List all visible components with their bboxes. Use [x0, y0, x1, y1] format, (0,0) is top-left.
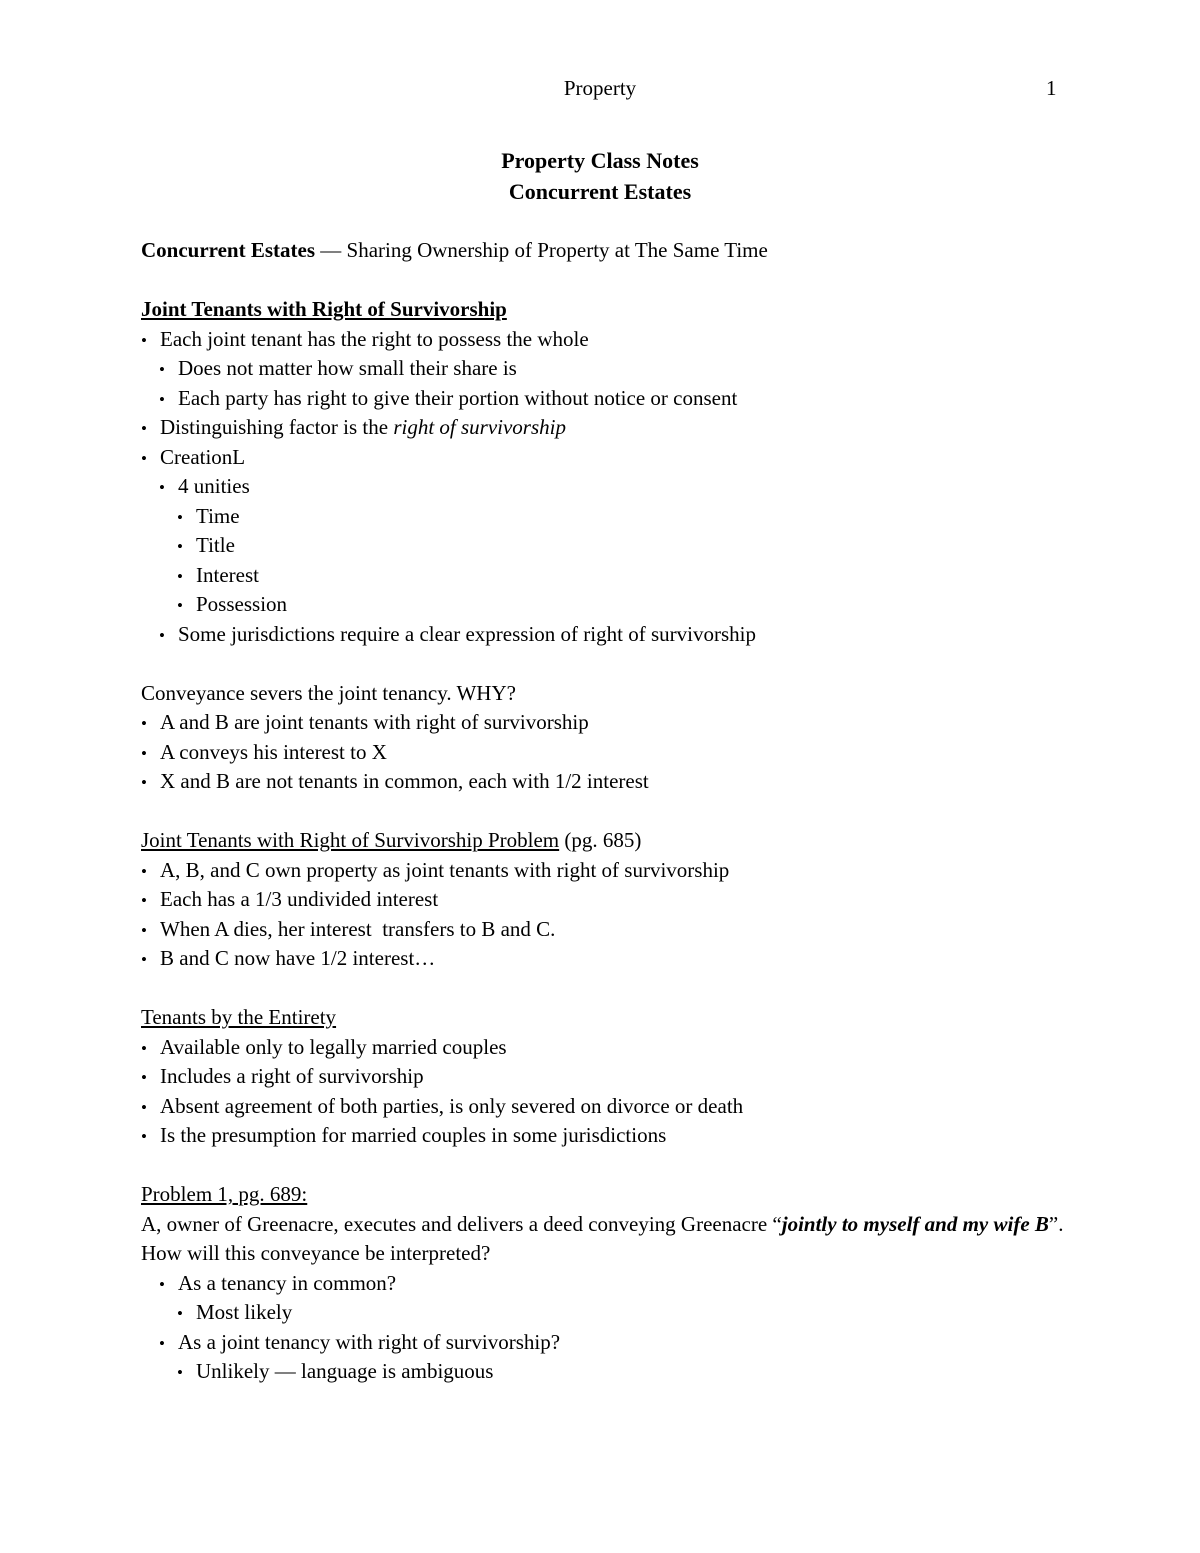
title-line-1: Property Class Notes	[501, 148, 699, 173]
list-item	[141, 561, 1071, 591]
bullet-glyph: •	[141, 1097, 147, 1117]
list-item-text: When A dies, her interest transfers to B and C.	[160, 916, 556, 941]
list-item	[141, 384, 1071, 414]
bullet-glyph: •	[177, 566, 183, 586]
list-item	[141, 708, 1071, 738]
list-item-text: Each party has right to give their portion without notice or consent	[178, 385, 738, 410]
list-item-text: Title	[196, 533, 235, 557]
list-item-text: Each has a 1/3 undivided interest	[160, 887, 439, 911]
section-heading-problem-685	[141, 826, 1071, 856]
bullet-glyph: •	[141, 773, 147, 792]
bullet-glyph: •	[141, 330, 147, 350]
list-item-text: 4 unities	[178, 474, 250, 498]
list-item-text: As a tenancy in common?	[178, 1270, 397, 1295]
list-item-text: A conveys his interest to X	[160, 739, 387, 764]
spacer	[141, 797, 1071, 827]
problem-text-prefix: A, owner of Greenacre, executes and delivers a deed conveying Greenacre “	[141, 1211, 782, 1236]
bullet-glyph: •	[177, 596, 183, 615]
list-item-text: A and B are joint tenants with right of survivorship	[160, 710, 589, 734]
spacer	[141, 974, 1071, 1004]
bullet-glyph: •	[159, 1274, 165, 1294]
list-item-text: Interest	[196, 562, 259, 587]
spacer	[141, 266, 1071, 296]
section-heading-problem-689: Problem 1, pg. 689:	[141, 1182, 308, 1206]
spacer	[141, 1151, 1071, 1181]
list-item-text: CreationL	[160, 444, 246, 469]
list-item	[141, 620, 1071, 650]
section-heading-joint-tenants: Joint Tenants with Right of Survivorship	[141, 297, 507, 321]
bullet-glyph: •	[177, 1304, 183, 1323]
list-item-text: Possession	[196, 592, 288, 616]
emphasis-text: right of survivorship	[393, 415, 566, 439]
problem-heading-text: Joint Tenants with Right of Survivorship Problem	[141, 828, 560, 852]
list-item	[141, 472, 1071, 502]
bullet-glyph: •	[159, 360, 165, 379]
bullet-glyph: •	[159, 389, 165, 409]
list-item-text: Most likely	[196, 1300, 293, 1324]
bullet-glyph: •	[141, 920, 147, 940]
bullet-glyph: •	[141, 950, 147, 969]
section-heading-entirety: Tenants by the Entirety	[141, 1005, 337, 1029]
problem-paragraph	[141, 1210, 1071, 1269]
list-item	[141, 856, 1071, 886]
list-item	[141, 767, 1071, 797]
list-item	[141, 738, 1071, 768]
list-item	[141, 590, 1071, 620]
list-item-text: A, B, and C own property as joint tenants with right of survivorship	[160, 857, 730, 882]
list-item	[141, 885, 1071, 915]
bullet-glyph: •	[177, 537, 183, 556]
list-item-text: Absent agreement of both parties, is only severed on divorce or death	[160, 1093, 744, 1118]
bullet-glyph: •	[141, 861, 147, 881]
list-item-text: Available only to legally married couples	[160, 1034, 507, 1059]
bullet-glyph: •	[141, 448, 147, 468]
title-line-2: Concurrent Estates	[508, 179, 692, 204]
list-item-text: Is the presumption for married couples in some jurisdictions	[160, 1123, 667, 1147]
intro-line	[141, 236, 1071, 266]
quoted-deed-language: jointly to myself and my wife B	[781, 1211, 1049, 1236]
bullet-glyph: •	[141, 1038, 147, 1058]
list-item	[141, 531, 1071, 561]
list-item	[141, 354, 1071, 384]
intro-term: Concurrent Estates	[141, 238, 316, 262]
problem-text-suffix: ”. How will this conveyance be interpreted?	[141, 1211, 1064, 1265]
list-item	[141, 915, 1071, 945]
page-reference: (pg. 685)	[559, 828, 642, 852]
list-item-text: Does not matter how small their share is	[178, 356, 517, 380]
list-item	[141, 413, 1071, 443]
conveyance-lead: Conveyance severs the joint tenancy. WHY?	[141, 680, 516, 705]
bullet-glyph: •	[177, 1363, 183, 1382]
list-item	[141, 1092, 1071, 1122]
intro-definition: — Sharing Ownership of Property at The Same Time	[315, 238, 768, 262]
list-item-text: As a joint tenancy with right of survivorship?	[178, 1329, 561, 1354]
bullet-glyph: •	[177, 507, 183, 527]
document-title	[0, 145, 1200, 207]
list-item	[141, 1121, 1071, 1151]
bullet-glyph: •	[159, 478, 165, 497]
list-item	[141, 325, 1071, 355]
bullet-glyph: •	[141, 1127, 147, 1146]
list-item	[141, 502, 1071, 532]
list-item-text: Each joint tenant has the right to possess the whole	[160, 326, 589, 351]
bullet-glyph: •	[141, 1068, 147, 1087]
bullet-glyph: •	[141, 891, 147, 910]
bullet-glyph: •	[159, 1333, 165, 1353]
list-item	[141, 1357, 1071, 1387]
list-item-text: Distinguishing factor is the	[160, 415, 394, 439]
list-item	[141, 1062, 1071, 1092]
list-item	[141, 1033, 1071, 1063]
spacer	[141, 649, 1071, 679]
list-item	[141, 1269, 1071, 1299]
running-header: Property	[563, 76, 637, 100]
list-item-text: B and C now have 1/2 interest…	[160, 946, 436, 970]
list-item-text: Some jurisdictions require a clear expression of right of survivorship	[178, 621, 756, 646]
list-item	[141, 944, 1071, 974]
list-item-text: Unlikely — language is ambiguous	[196, 1359, 494, 1383]
bullet-glyph: •	[141, 419, 147, 438]
list-item-text: Time	[196, 503, 240, 528]
bullet-glyph: •	[159, 625, 165, 645]
bullet-glyph: •	[141, 714, 147, 733]
list-item-text: Includes a right of survivorship	[160, 1064, 424, 1088]
list-item	[141, 443, 1071, 473]
list-item-text: X and B are not tenants in common, each with 1/2 interest	[160, 769, 649, 793]
page-number: 1	[1046, 76, 1057, 100]
bullet-glyph: •	[141, 743, 147, 763]
document-body	[141, 236, 1071, 1387]
list-item	[141, 1298, 1071, 1328]
list-item	[141, 1328, 1071, 1358]
